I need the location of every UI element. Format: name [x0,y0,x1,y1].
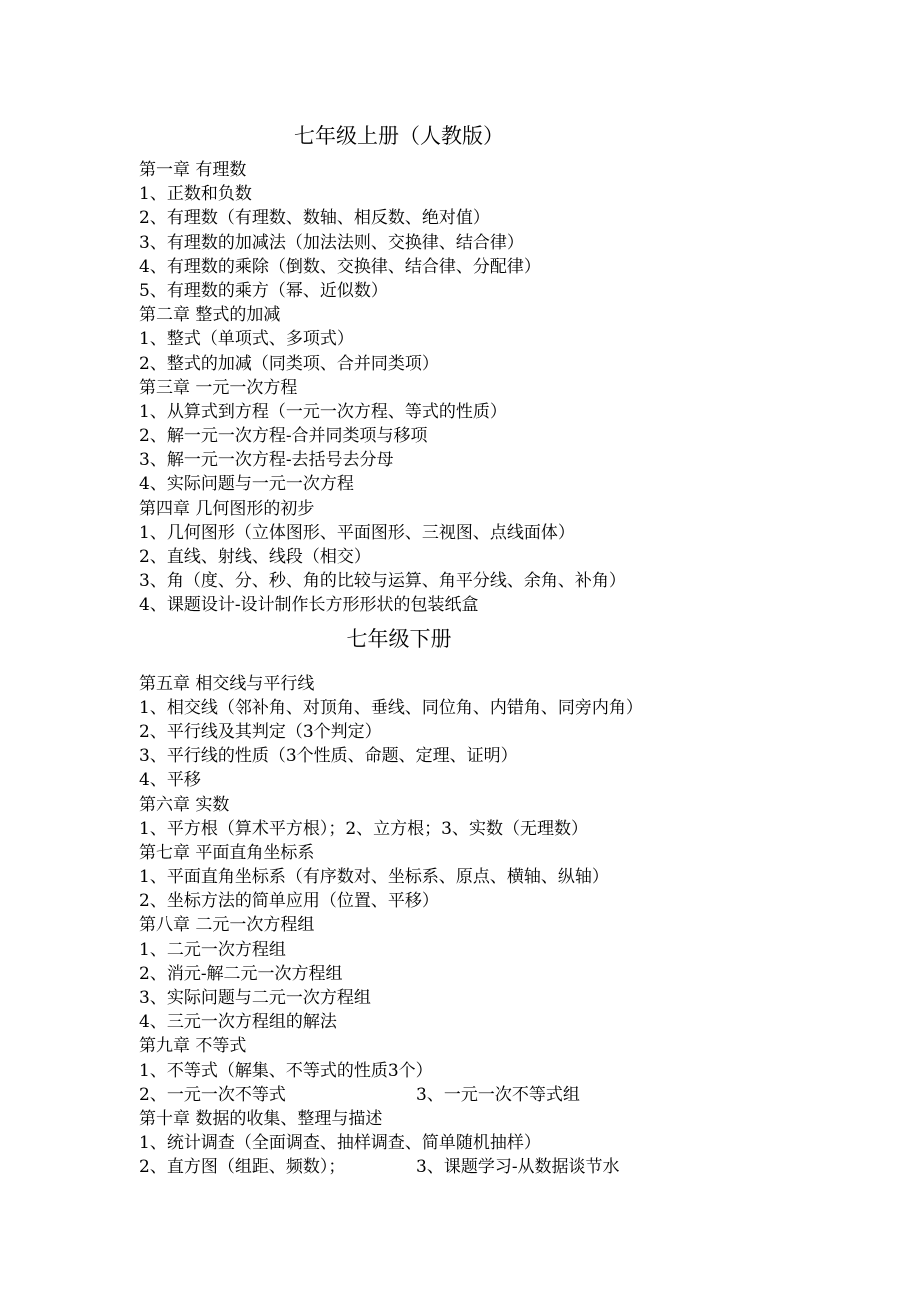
section-item: 3、平行线的性质（3个性质、命题、定理、证明） [139,746,518,767]
section-item: 1、二元一次方程组 [139,939,286,960]
section-item: 3、角（度、分、秒、角的比较与运算、角平分线、余角、补角） [139,571,626,592]
section-item: 4、有理数的乘除（倒数、交换律、结合律、分配律） [139,256,541,277]
lower-volume-contents [139,672,859,1180]
chapter-6-title: 第六章 实数 [139,794,230,815]
section-item: 1、正数和负数 [139,184,252,205]
section-item: 4、三元一次方程组的解法 [139,1012,337,1033]
chapter-1-title: 第一章 有理数 [139,160,247,180]
section-item: 2、直线、射线、线段（相交） [139,547,371,567]
section-item: 2、整式的加减（同类项、合并同类项） [139,353,439,374]
chapter-3-title: 第三章 一元一次方程 [139,377,298,398]
chapter-8-title: 第八章 二元一次方程组 [139,915,315,936]
chapter-9-title: 第九章 不等式 [139,1036,247,1057]
section-item-right: 3、一元一次不等式组 [416,1084,580,1105]
section-item: 1、不等式（解集、不等式的性质3个） [139,1060,433,1081]
chapter-2-title: 第二章 整式的加减 [139,305,281,326]
chapter-7-title: 第七章 平面直角坐标系 [139,842,315,863]
section-item: 1、平面直角坐标系（有序数对、坐标系、原点、横轴、纵轴） [139,867,609,888]
section-row-two-column [139,1083,859,1107]
section-item: 2、平行线及其判定（3个判定） [139,721,382,742]
section-item: 1、相交线（邻补角、对顶角、垂线、同位角、内错角、同旁内角） [139,697,643,718]
section-row-two-column [139,1155,859,1179]
section-item: 3、实际问题与二元一次方程组 [139,988,371,1008]
chapter-10-title: 第十章 数据的收集、整理与描述 [139,1108,383,1129]
section-item: 3、解一元一次方程-去括号去分母 [139,450,394,471]
section-item: 2、解一元一次方程-合并同类项与移项 [139,426,428,447]
section-item-left: 2、直方图（组距、频数）； [139,1157,346,1178]
document-page [139,122,859,1180]
section-item: 1、几何图形（立体图形、平面图形、三视图、点线面体） [139,522,575,543]
section-item: 1、平方根（算术平方根）；2、立方根；3、实数（无理数） [139,818,588,839]
chapter-4-title: 第四章 几何图形的初步 [139,498,315,519]
chapter-5-title: 第五章 相交线与平行线 [139,673,315,694]
section-item-left: 2、一元一次不等式 [139,1084,286,1105]
section-item: 1、整式（单项式、多项式） [139,329,354,350]
section-item: 1、统计调查（全面调查、抽样调查、简单随机抽样） [139,1133,541,1154]
section-item: 4、课题设计-设计制作长方形形状的包装纸盒 [139,595,479,616]
section-item: 5、有理数的乘方（幂、近似数） [139,280,388,301]
upper-volume-contents [139,158,859,618]
section-item: 4、平移 [139,770,201,791]
upper-volume-title: 七年级上册（人教版） [294,124,504,148]
section-item: 1、从算式到方程（一元一次方程、等式的性质） [139,401,507,422]
lower-volume-title: 七年级下册 [346,626,452,651]
section-item: 2、消元-解二元一次方程组 [139,963,343,984]
section-item: 4、实际问题与一元一次方程 [139,474,354,495]
section-item: 2、有理数（有理数、数轴、相反数、绝对值） [139,208,490,229]
section-item: 3、有理数的加减法（加法法则、交换律、结合律） [139,232,524,253]
section-item-right: 3、课题学习-从数据谈节水 [416,1157,620,1178]
section-item: 2、坐标方法的简单应用（位置、平移） [139,891,439,912]
